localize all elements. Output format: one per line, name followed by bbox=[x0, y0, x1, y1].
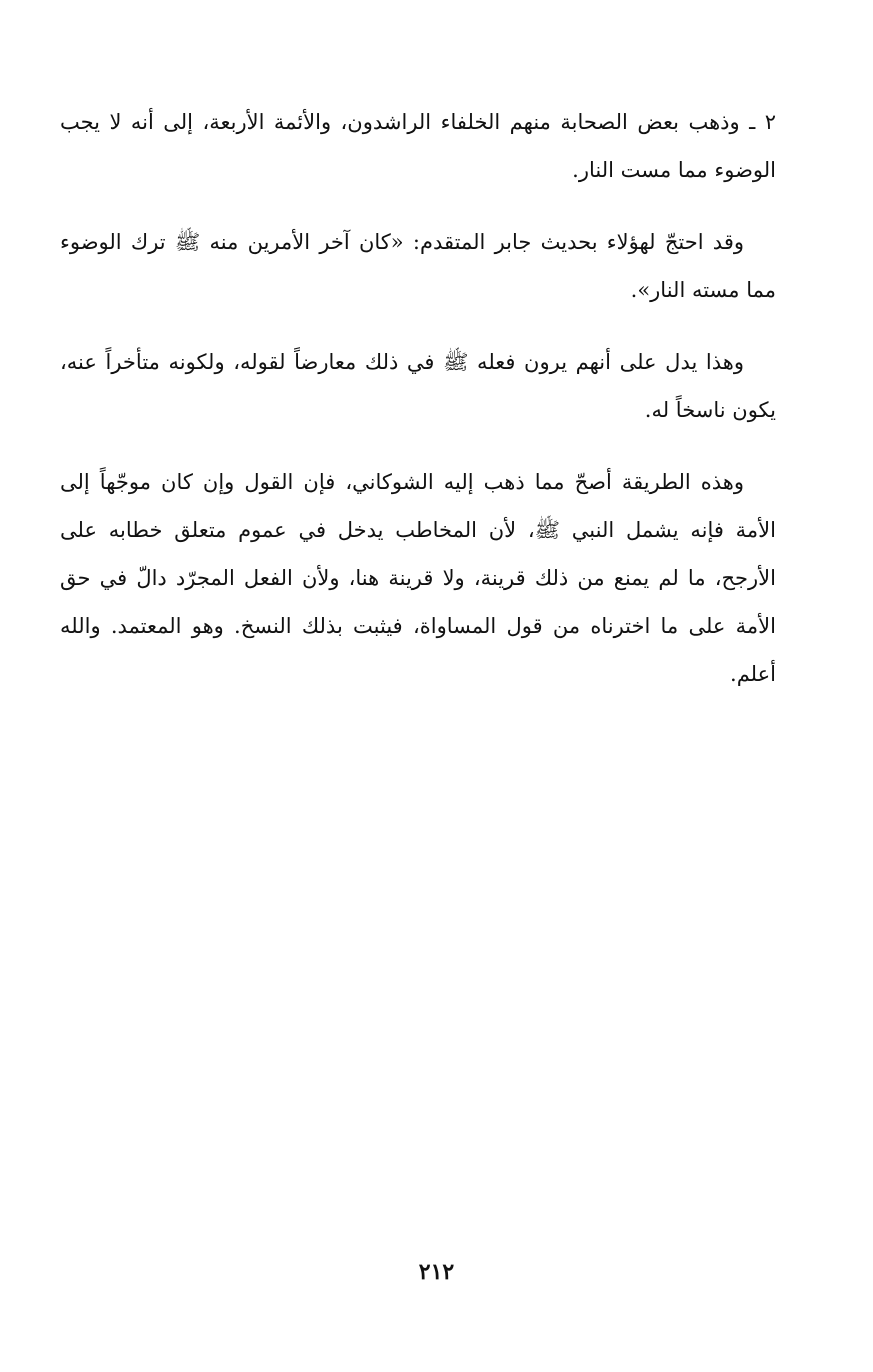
page-number: ٢١٢ bbox=[418, 1259, 455, 1285]
paragraph-4: وهذه الطريقة أصحّ مما ذهب إليه الشوكاني، فإن القول وإن كان موجّهاً إلى الأمة فإنه يشمل النبي ﷺ، لأن المخاطب يدخل في عموم متعلق خطابه على الأرجح، ما لم يمنع من ذلك قرينة، ولا قرينة هنا، ولأن الفعل المجرّد دالّ في حق الأمة على ما اخترناه من قول المساواة، فيثبت بذلك النسخ. وهو المعتمد. والله أعلم. bbox=[60, 470, 776, 686]
paragraph-2: وقد احتجّ لهؤلاء بحديث جابر المتقدم: «كان آخر الأمرين منه ﷺ ترك الوضوء مما مسته النار». bbox=[60, 230, 776, 302]
page-body bbox=[60, 98, 776, 722]
paragraph-3: وهذا يدل على أنهم يرون فعله ﷺ في ذلك معارضاً لقوله، ولكونه متأخراً عنه، يكون ناسخاً له. bbox=[60, 350, 776, 422]
paragraph-1: ٢ ـ وذهب بعض الصحابة منهم الخلفاء الراشدون، والأئمة الأربعة، إلى أنه لا يجب الوضوء مما مست النار. bbox=[60, 110, 776, 182]
